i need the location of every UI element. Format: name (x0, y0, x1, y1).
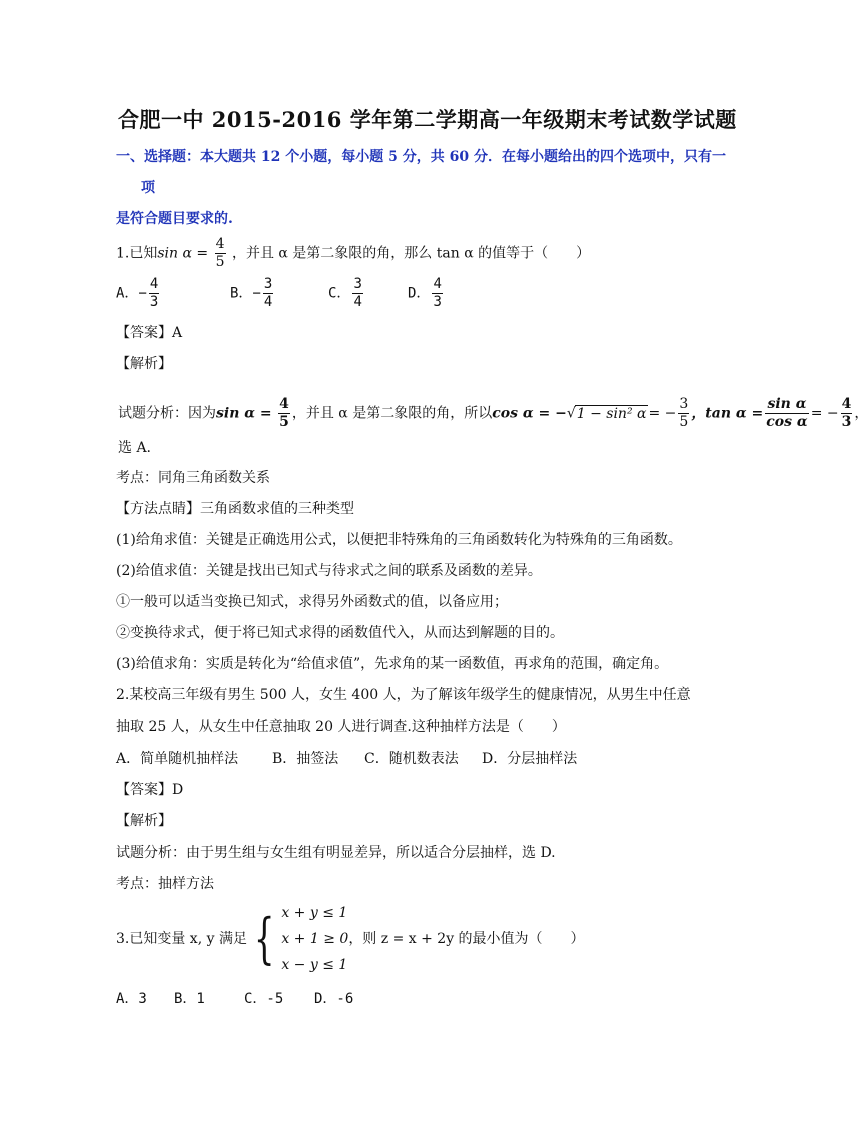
method-title: 三角函数求值的三种类型 (200, 501, 354, 517)
q3-option-c: C．-5 (244, 991, 284, 1007)
q1-method-4: ②变换待求式，便于将已知式求得的函数值代入，从而达到解题的目的。 (116, 625, 564, 641)
q3-constraints: x + y ≤ 1 x + 1 ≥ 0 x − y ≤ 1 (281, 905, 349, 973)
q1-value-fraction: $\frac{4}{5}$ (215, 236, 225, 270)
section-heading-line1: 一、选择题：本大题共 12 个小题，每小题 5 分，共 60 分．在每小题给出的四个选项中，只有一 (116, 149, 726, 165)
q1-option-c: C． $\frac{3}{4}$ (328, 276, 362, 310)
q2-kaodian: 考点：抽样方法 (116, 876, 214, 892)
q3-option-b: B．1 (174, 991, 205, 1007)
q1-prefix: 1.已知 (116, 245, 158, 262)
q1-method (116, 498, 354, 518)
q2-option-a: A．简单随机抽样法 (116, 751, 239, 767)
q1-option-b: B．− $\frac{3}{4}$ (230, 276, 273, 310)
q1-stem (116, 236, 590, 271)
q1-sin-alpha: sin α = (157, 245, 209, 262)
q3-option-a: A．3 (116, 991, 147, 1007)
q1-method-3: ①一般可以适当变换已知式，求得另外函数式的值，以备应用； (116, 594, 508, 610)
left-brace: { (253, 907, 275, 970)
q2-stem-line2: 抽取 25 人，从女生中任意抽取 20 人进行调查.这种抽样方法是（ ） (116, 719, 566, 735)
q2-stem-line1: 2.某校高三年级有男生 500 人，女生 400 人，为了解该年级学生的健康情况，从男生中任意 (116, 687, 691, 703)
q3-option-d: D．-6 (314, 991, 354, 1007)
q3-suffix: ，则 z = x + 2y 的最小值为（ ） (348, 931, 585, 947)
q2-solution: 试题分析：由于男生组与女生组有明显差异，所以适合分层抽样，选 D. (116, 845, 556, 861)
q1-option-a: A．− $\frac{4}{3}$ (116, 276, 159, 310)
q1-option-d: D． $\frac{4}{3}$ (408, 276, 442, 310)
q3-stem (116, 900, 585, 978)
q1-analysis-label: 【解析】 (116, 356, 172, 372)
q1-solution: 试题分析：因为sin α = $\frac{4}{5}$ ，并且 α 是第二象限的角，所以cos α = −√1 − sin² α = − $\frac{3}{5}$ ，tan α = $\frac{\text{sin α}}{\text{cos α}}$ = − $\frac{4}{3}$ ， (118, 396, 868, 430)
q2-option-c: C．随机数表法 (364, 751, 459, 767)
q1-answer: 【答案】A (116, 325, 183, 341)
q2-option-b: B．抽签法 (272, 751, 339, 767)
q2-option-d: D．分层抽样法 (482, 751, 578, 767)
q1-kaodian: 考点：同角三角函数关系 (116, 470, 270, 486)
section-heading-line2: 项 (141, 180, 155, 196)
q1-method-5: (3)给值求角：实质是转化为“给值求值”，先求角的某一函数值，再求角的范围，确定角。 (116, 656, 669, 672)
q1-method-1: (1)给角求值：关键是正确选用公式，以便把非特殊角的三角函数转化为特殊角的三角函数。 (116, 532, 682, 548)
section-heading-line3: 是符合题目要求的. (116, 211, 233, 227)
q1-choose: 选 A. (118, 440, 152, 456)
q1-method-2: (2)给值求值：关键是找出已知式与待求式之间的联系及函数的差异。 (116, 563, 542, 579)
method-tag: 【方法点睛】 (116, 501, 200, 517)
q2-answer: 【答案】D (116, 782, 184, 798)
q2-analysis-label: 【解析】 (116, 813, 172, 829)
q1-stem-rest: ，并且 α 是第二象限的角，那么 tan α 的值等于（ ） (231, 245, 591, 262)
page-title: 合肥一中 2015-2016 学年第二学期高一年级期末考试数学试题 (118, 107, 737, 132)
q3-prefix: 3.已知变量 x, y 满足 (116, 931, 247, 947)
